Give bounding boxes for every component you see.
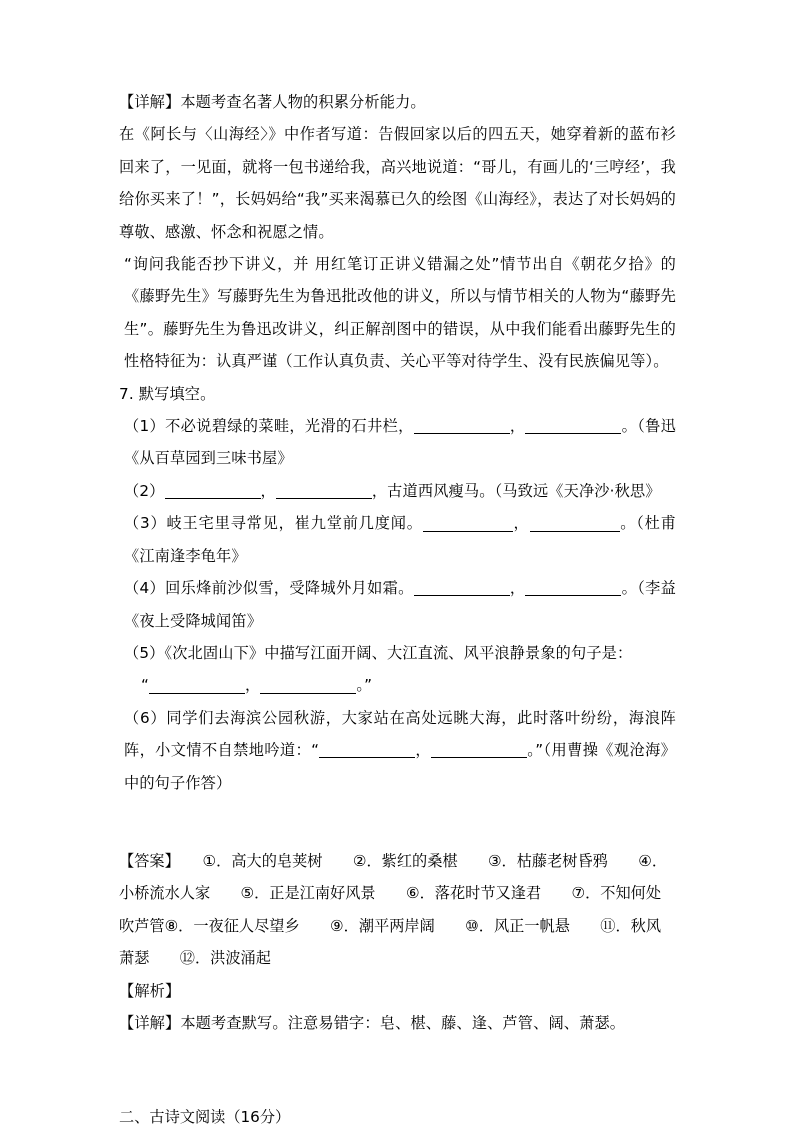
item-4-text-before: 回乐烽前沙似雪，受降城外月如霜。 [165, 579, 414, 598]
item-5-text-before: 《次北固山下》中描写江面开阔、大江直流、风平浪静景象的句子是： [164, 643, 633, 662]
answer-blank[interactable] [530, 515, 620, 532]
item-6-separator: ， [415, 741, 431, 760]
answer-blank[interactable] [260, 677, 356, 694]
question-7-item-1 [119, 410, 676, 475]
item-4-separator: ， [509, 579, 526, 598]
spacer-before-section [119, 1039, 676, 1101]
item-3-text-after: 。（杜甫《江南逢李龟年》 [124, 514, 676, 565]
quote-close: 。” [356, 676, 373, 695]
item-5-separator: ， [245, 676, 261, 695]
item-1-separator: ， [509, 417, 526, 436]
answer-blank[interactable] [423, 515, 513, 532]
analysis-label: 【解析】 [119, 981, 181, 1000]
item-2-text-after: ，古道西风瘦马。（马致远《天净沙·秋思》 [371, 481, 661, 500]
question-7-item-6 [119, 702, 676, 799]
question-7-item-2 [119, 475, 676, 507]
answer-blank[interactable] [414, 417, 510, 434]
item-1-text-before: 不必说碧绿的菜畦，光滑的石井栏， [165, 417, 414, 436]
item-6-marker: （6） [124, 708, 167, 727]
question-7-heading [119, 378, 676, 410]
section-header-guwen: 二、古诗文阅读（16分） [119, 1108, 291, 1127]
quote-open: “ [141, 676, 150, 695]
analysis-detail: 【详解】本题考查默写。注意易错字：皂、椹、藤、逢、芦管、阔、萧瑟。 [119, 1013, 626, 1032]
question-7-item-4 [119, 572, 676, 637]
item-5-marker: （5） [124, 643, 165, 662]
item-2-separator: ， [260, 481, 276, 500]
item-4-text-after: 。（李益《夜上受降城闻笛》 [124, 579, 677, 630]
answer-blank[interactable] [431, 742, 527, 759]
spacer-before-answers [119, 799, 676, 845]
explanation-paragraph-3: “询问我能否抄下讲义，并 用红笔订正讲义错漏之处”情节出自《朝花夕拾》的《藤野先生》写藤野先生为鲁迅批改他的讲义，所以与情节相关的人物为“藤野先生”。藤野先生为鲁迅改讲义，纠正解剖图中的错误，从中我们能看出藤野先生的性格特征为：认真严谨（工作认真负责、关心平等对待学生、没有民族偏见等）。 [124, 255, 676, 371]
answer-blank[interactable] [276, 482, 372, 499]
item-4-marker: （4） [124, 579, 166, 598]
answer-blank[interactable] [165, 482, 261, 499]
item-1-text-after: 。（鲁迅《从百草园到三味书屋》 [124, 417, 677, 468]
answer-blank[interactable] [319, 742, 415, 759]
item-6-text-after: 。”（用曹操《观沧海》中的句子作答） [124, 741, 676, 792]
question-7-item-3 [119, 507, 676, 572]
answer-blank[interactable] [525, 579, 621, 596]
explanation-paragraph-1: 【详解】本题考查名著人物的积累分析能力。 [119, 93, 426, 111]
question-7-number: 7. [119, 384, 134, 403]
explanation-paragraph-2: 在《阿长与〈山海经〉》中作者写道：告假回家以后的四五天，她穿着新的蓝布衫回来了，一见面，就将一包书递给我，高兴地说道：“哥儿，有画儿的‘三哼经’，我给你买来了！”，长妈妈给“我”买来渴慕已久的绘图《山海经》，表达了对长妈妈的尊敬、感激、怀念和祝愿之情。 [119, 125, 676, 241]
question-7-item-5 [119, 637, 676, 669]
question-7-title: 默写填空。 [138, 384, 216, 403]
answer-blank[interactable] [149, 677, 245, 694]
item-1-marker: （1） [124, 417, 166, 436]
answer-blank[interactable] [414, 579, 510, 596]
item-2-marker: （2） [124, 481, 165, 500]
item-6-text-before: 同学们去海滨公园秋游，大家站在高处远眺大海，此时落叶纷纷，海浪阵阵，小文情不自禁地吟道：“ [124, 708, 676, 760]
answer-blank[interactable] [525, 417, 621, 434]
item-3-separator: ， [512, 514, 530, 533]
question-7-item-5-quote [119, 669, 676, 701]
answer-key-block: 【答案】 ①．高大的皂荚树 ②．紫红的桑椹 ③．枯藤老树昏鸦 ④．小桥流水人家 ⑤．正是江南好风景 ⑥．落花时节又逢君 ⑦．不知何处吹芦管⑧．一夜征人尽望乡 ⑨．潮平两岸阔 ⑩．风正一帆悬 ⑪．秋风萧瑟 ⑫．洪波涌起 [119, 851, 668, 968]
page-content [119, 86, 676, 1134]
item-3-marker: （3） [124, 514, 167, 533]
item-3-text-before: 岐王宅里寻常见，崔九堂前几度闻。 [166, 514, 423, 533]
